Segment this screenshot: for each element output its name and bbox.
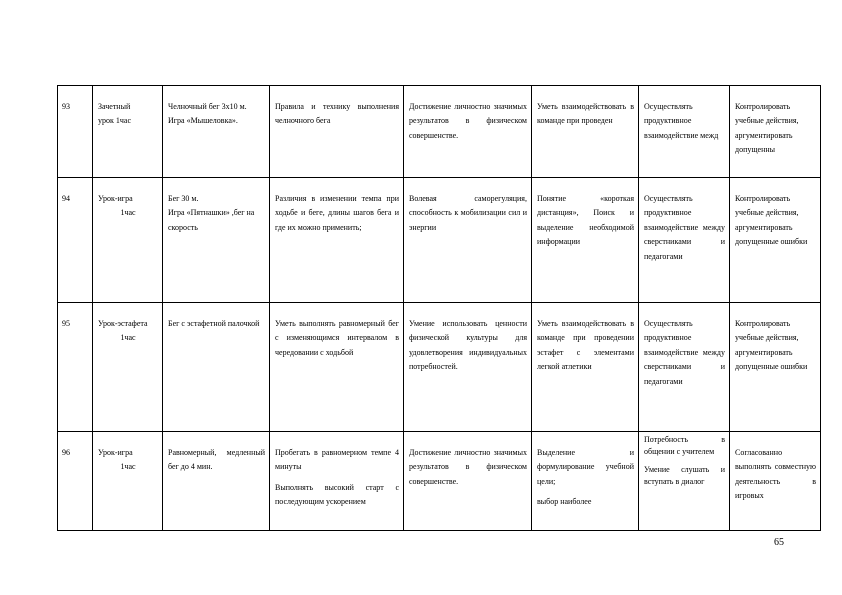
lesson-type-line: 1час bbox=[120, 208, 136, 218]
lesson-type-line: 1час bbox=[120, 333, 136, 343]
personal-results: Умение использовать ценности физической культуры для удовлетворения индивидуальных потребностей. bbox=[404, 303, 532, 432]
cognitive-results: Уметь взаимодействовать в команде при проведении эстафет с элементами легкой атлетики bbox=[532, 303, 639, 432]
lesson-number: 93 bbox=[58, 86, 93, 178]
lesson-type-line: Зачетный bbox=[98, 102, 131, 111]
table-row bbox=[58, 178, 821, 303]
lesson-number: 96 bbox=[58, 432, 93, 531]
table-row bbox=[58, 303, 821, 432]
lesson-content-line: Бег 30 м. bbox=[168, 194, 199, 203]
subject-results: Различия в изменении темпа при ходьбе и беге, длины шагов бега и где их можно применить; bbox=[270, 178, 404, 303]
communicative-results-line: Умение слушать и вступать в диалог bbox=[644, 465, 725, 486]
table-row bbox=[58, 432, 821, 531]
lesson-type bbox=[93, 86, 163, 178]
lesson-content-line: Игра «Пятнашки» ,бег на скорость bbox=[168, 208, 255, 232]
regulative-results: Контролировать учебные действия, аргументировать допущенны bbox=[730, 86, 821, 178]
page-number: 65 bbox=[774, 537, 784, 548]
subject-results-line: Выполнять высокий старт с последующим ускорением bbox=[275, 482, 399, 507]
personal-results: Волевая саморегуляция, способность к мобилизации сил и энергии bbox=[404, 178, 532, 303]
lesson-content: Бег с эстафетной палочкой bbox=[163, 303, 270, 432]
lesson-number: 95 bbox=[58, 303, 93, 432]
lesson-number: 94 bbox=[58, 178, 93, 303]
regulative-results: Контролировать учебные действия, аргументировать допущенные ошибки bbox=[730, 178, 821, 303]
communicative-results: Осуществлять продуктивное взаимодействие между сверстниками и педагогами bbox=[639, 303, 730, 432]
regulative-results: Согласованно выполнять совместную деятельность в игровых bbox=[730, 432, 821, 531]
regulative-results: Контролировать учебные действия, аргументировать допущенные ошибки bbox=[730, 303, 821, 432]
subject-results: Уметь выполнять равномерный бег с изменяющимся интервалом в чередовании с ходьбой bbox=[270, 303, 404, 432]
personal-results: Достижение личностно значимых результатов в физическом совершенстве. bbox=[404, 86, 532, 178]
cognitive-results-line: Выделение и формулирование учебной цели; bbox=[537, 448, 634, 486]
communicative-results: Осуществлять продуктивное взаимодействие между сверстниками и педагогами bbox=[639, 178, 730, 303]
lesson-type-line: Урок-эстафета bbox=[98, 319, 148, 328]
lesson-type-line: 1час bbox=[120, 462, 136, 472]
lesson-type-line: Урок-игра bbox=[98, 194, 133, 203]
lesson-content: Челночный бег 3х10 м. Игра «Мышеловка». bbox=[163, 86, 270, 178]
subject-results-line: Пробегать в равномерном темпе 4 минуты bbox=[275, 448, 399, 472]
lesson-type bbox=[93, 178, 163, 303]
lesson-content bbox=[163, 178, 270, 303]
cognitive-results: Уметь взаимодействовать в команде при проведен bbox=[532, 86, 639, 178]
cognitive-results-line: выбор наиболее bbox=[537, 497, 592, 507]
subject-results: Правила и технику выполнения челночного бега bbox=[270, 86, 404, 178]
lesson-type bbox=[93, 303, 163, 432]
cognitive-results: Понятие «короткая дистанция», Поиск и выделение необходимой информации bbox=[532, 178, 639, 303]
personal-results: Достижение личностно значимых результатов в физическом совершенстве. bbox=[404, 432, 532, 531]
subject-results bbox=[270, 432, 404, 531]
lesson-type bbox=[93, 432, 163, 531]
cognitive-results bbox=[532, 432, 639, 531]
communicative-results: Осуществлять продуктивное взаимодействие межд bbox=[639, 86, 730, 178]
table-row bbox=[58, 86, 821, 178]
lesson-type-line: Урок-игра bbox=[98, 448, 133, 457]
lesson-plan-table bbox=[57, 85, 821, 531]
lesson-type-line: урок 1час bbox=[98, 116, 132, 126]
communicative-results bbox=[639, 432, 730, 531]
lesson-content: Равномерный, медленный бег до 4 мин. bbox=[163, 432, 270, 531]
communicative-results-line: Потребность в общении с учителем bbox=[644, 435, 725, 456]
